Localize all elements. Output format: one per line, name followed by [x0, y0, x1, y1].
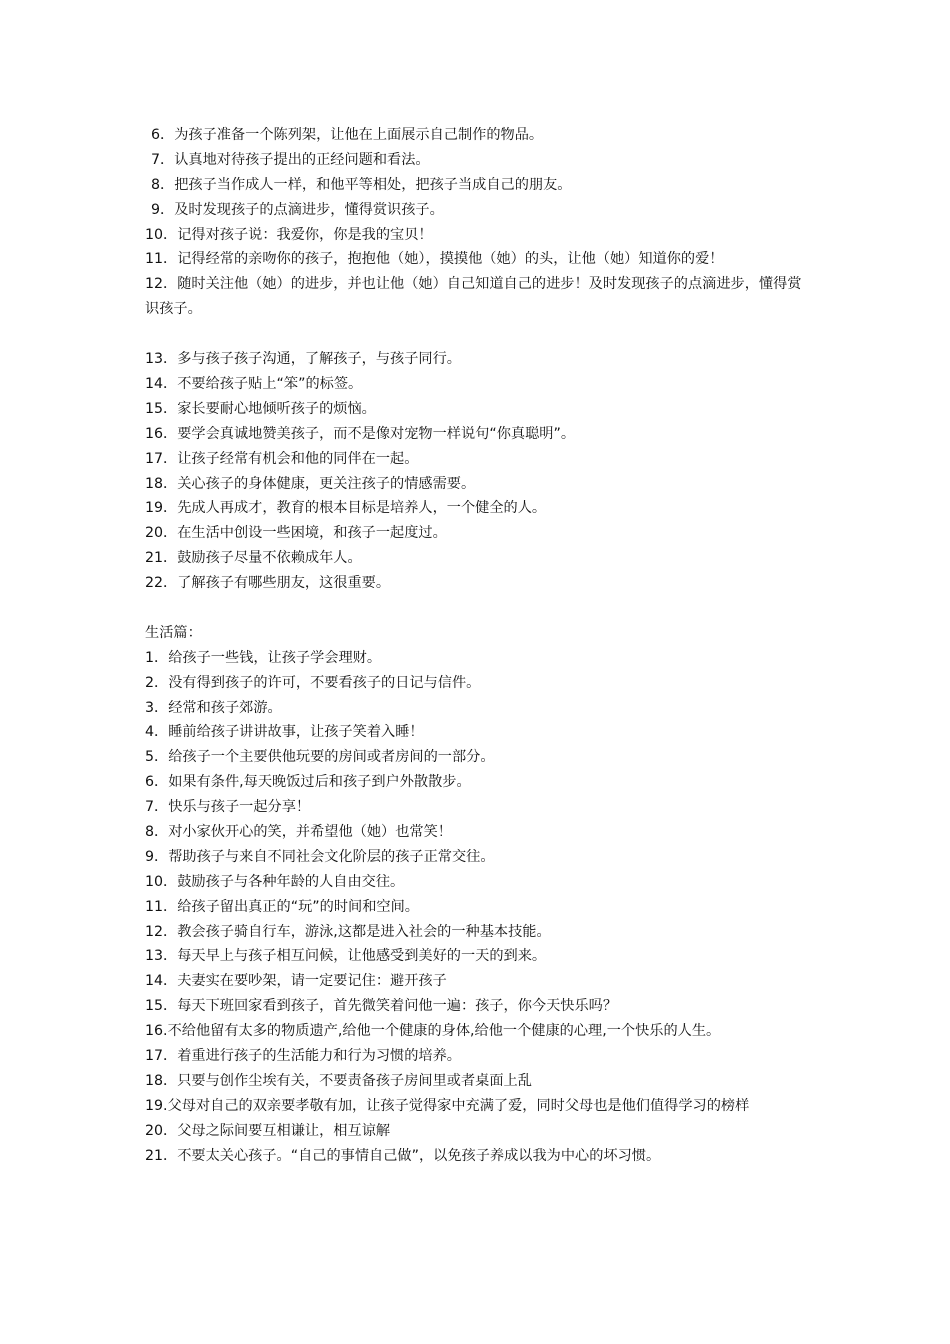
list-item: 16．要学会真诚地赞美孩子，而不是像对宠物一样说句“你真聪明”。: [145, 425, 576, 442]
list-item: 12．教会孩子骑自行车，游泳,这都是进入社会的一种基本技能。: [145, 923, 551, 940]
list-item: 21．鼓励孩子尽量不依赖成年人。: [145, 550, 362, 567]
list-item: 15．家长要耐心地倾听孩子的烦恼。: [145, 400, 376, 417]
list-item: 19.父母对自己的双亲要孝敬有加，让孩子觉得家中充满了爱，同时父母也是他们值得学习的榜样: [145, 1097, 750, 1114]
document-page: [145, 123, 810, 1168]
list-item: 3．经常和孩子郊游。: [145, 699, 282, 716]
list-item: 7．认真地对待孩子提出的正经问题和看法。: [151, 151, 430, 168]
list-item: 18．只要与创作尘埃有关，不要责备孩子房间里或者桌面上乱: [145, 1072, 532, 1089]
list-item: 13．每天早上与孩子相互问候，让他感受到美好的一天的到来。: [145, 948, 547, 965]
section-heading: 生活篇：: [145, 624, 202, 641]
list-item: 14．夫妻实在要吵架，请一定要记住：避开孩子: [145, 973, 447, 990]
list-item: 8．把孩子当作成人一样，和他平等相处，把孩子当成自己的朋友。: [151, 176, 572, 193]
list-item: 22．了解孩子有哪些朋友，这很重要。: [145, 575, 391, 592]
list-item: 1．给孩子一些钱，让孩子学会理财。: [145, 649, 382, 666]
list-item: 17．让孩子经常有机会和他的同伴在一起。: [145, 450, 419, 467]
list-item: 17．着重进行孩子的生活能力和行为习惯的培养。: [145, 1048, 461, 1064]
list-item: 10．记得对孩子说：我爱你，你是我的宝贝！: [145, 226, 433, 243]
list-item: 6．为孩子准备一个陈列架，让他在上面展示自己制作的物品。: [151, 127, 544, 143]
list-item: 20．在生活中创设一些困境，和孩子一起度过。: [145, 525, 447, 542]
list-item: 16.不给他留有太多的物质遗产,给他一个健康的身体,给他一个健康的心理,一个快乐的人生。: [145, 1023, 721, 1040]
list-item: 11．记得经常的亲吻你的孩子，抱抱他（她），摸摸他（她）的头，让他（她）知道你的爱！: [145, 251, 724, 268]
list-item: 11．给孩子留出真正的“玩”的时间和空间。: [145, 898, 419, 915]
list-item: 20．父母之际间要互相谦让，相互谅解: [145, 1122, 391, 1139]
list-item: 4．睡前给孩子讲讲故事，让孩子笑着入睡！: [145, 724, 424, 741]
list-item: 18．关心孩子的身体健康，更关注孩子的情感需要。: [145, 475, 476, 492]
list-item: 21．不要太关心孩子。“自己的事情自己做”，以免孩子养成以我为中心的坏习惯。: [145, 1147, 661, 1164]
list-item: 15．每天下班回家看到孩子，首先微笑着问他一遍：孩子，你今天快乐吗？: [145, 998, 618, 1015]
list-item: 6．如果有条件,每天晚饭过后和孩子到户外散散步。: [145, 774, 471, 791]
list-item: 2．没有得到孩子的许可，不要看孩子的日记与信件。: [145, 674, 481, 691]
list-item: 14．不要给孩子贴上“笨”的标签。: [145, 375, 363, 392]
list-item: 19．先成人再成才，教育的根本目标是培养人，一个健全的人。: [145, 500, 547, 517]
list-item: 7．快乐与孩子一起分享！: [145, 799, 311, 816]
list-item: 9．及时发现孩子的点滴进步，懂得赏识孩子。: [151, 201, 444, 218]
list-item: 13．多与孩子孩子沟通，了解孩子，与孩子同行。: [145, 351, 461, 368]
spacer: [145, 596, 810, 621]
list-item: 10．鼓励孩子与各种年龄的人自由交往。: [145, 873, 405, 890]
list-item: 8．对小家伙开心的笑，并希望他（她）也常笑！: [145, 823, 452, 840]
list-item: 5．给孩子一个主要供他玩要的房间或者房间的一部分。: [145, 749, 495, 766]
list-item: 9．帮助孩子与来自不同社会文化阶层的孩子正常交往。: [145, 848, 495, 865]
list-item: 12．随时关注他（她）的进步，并也让他（她）自己知道自己的进步！及时发现孩子的点滴进步，懂得赏识孩子。: [145, 276, 802, 318]
spacer: [145, 322, 810, 347]
